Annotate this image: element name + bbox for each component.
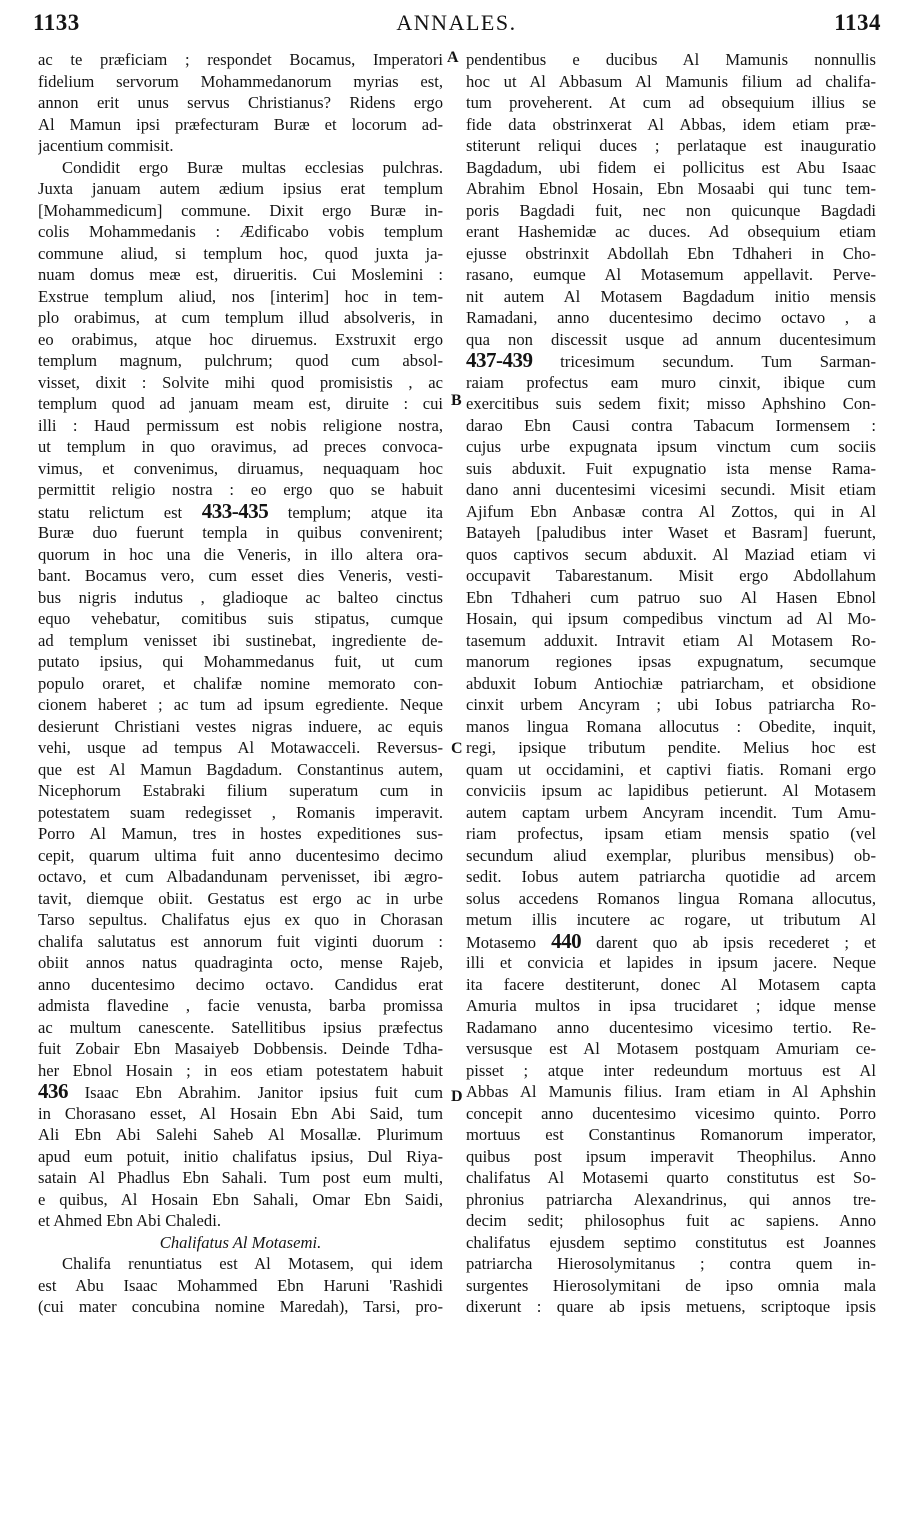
text-line: Al Mamun ipsi præfecturam Buræ et locorum ad- <box>38 114 443 134</box>
text-line: Abbas Al Mamunis filius. Iram etiam in Al Aphshin <box>466 1082 876 1101</box>
text-line: solus accedens Romanos lingua Romana allocutus, <box>466 888 876 908</box>
text-line: potestatem suam redegisset , Romanis imperavit. <box>38 802 443 822</box>
text-line: chalifa salutatus est annorum fuit viginti duorum : <box>38 931 443 951</box>
text-line: pendentibus e ducibus Al Mamunis nonnullis <box>466 50 876 69</box>
text-line: obiit annos natus quadraginta octo, mense Rajeb, <box>38 953 443 972</box>
page-reference-number: 433-435 <box>201 500 269 522</box>
text-line: raiam profectus eam muro cinxit, ibique cum <box>466 372 876 392</box>
text-line: autem captam urbem Ancyram incendit. Tum Amu- <box>466 802 876 822</box>
text-line: colis Mohammedanis : Ædificabo vobis templum <box>38 222 443 241</box>
text-line: suis abduxit. Fuit expugnatio ista mense Rama- <box>466 458 876 478</box>
text-line: surgentes Hierosolymitani de ipso omnia mala <box>466 1275 876 1295</box>
page-number-left: 1133 <box>33 10 80 35</box>
text-line: poris Bagdadi fuit, nec non quicunque Bagdadi <box>466 200 876 220</box>
text-line: populo oraret, et chalifæ nomine memorato con- <box>38 673 443 693</box>
text-line: ut templum in quo oravimus, ad preces convoca- <box>38 437 443 456</box>
text-line: metum illis incutere ac rogare, ut tributum Al <box>466 910 876 929</box>
text-line: fide data obstrinxerat Al Abbas, idem etiam præ- <box>466 114 876 134</box>
text-line: Abrahim Ebnol Hosain, Ebn Mosaabi qui tunc tem- <box>466 179 876 198</box>
line-text: statu relictum est <box>38 502 202 522</box>
text-line: fidelium servorum Mohammedanorum myrias est, <box>38 71 443 91</box>
text-line: Exstrue templum aliud, nos [interim] hoc in tem- <box>38 286 443 306</box>
margin-letter-b: B <box>451 392 462 409</box>
text-line: stiterunt reliqui duces ; perlataque est inauguratio <box>466 136 876 155</box>
text-line: est Abu Isaac Mohammed Ebn Haruni 'Rashidi <box>38 1275 443 1295</box>
text-line: putato ipsius, qui Mohammedanus fuit, ut cum <box>38 652 443 671</box>
text-line: decim sedit; philosophus fuit ac sapiens. Anno <box>466 1211 876 1230</box>
text-line: (cui mater concubina nomine Maredah), Tarsi, pro- <box>38 1297 443 1316</box>
text-line: quibus post ipsum imperavit Theophilus. Anno <box>466 1146 876 1166</box>
text-line: manorum regiones ipsas expugnatum, secumque <box>466 652 876 671</box>
text-line: her Ebnol Hosain ; in eos etiam potestatem habuit <box>38 1060 443 1080</box>
text-line: templum magnum, pulchrum; quod cum absol- <box>38 351 443 370</box>
text-line: concepit anno ducentesimo vicesimo quinto. Porro <box>466 1103 876 1123</box>
text-line: erant Hashemidæ ac duces. Ad obsequium etiam <box>466 222 876 241</box>
text-line: jacentium commisit. <box>38 136 174 155</box>
text-line: phronius patriarcha Alexandrinus, qui annos tre- <box>466 1189 876 1209</box>
text-line: dixerunt : quare ab ipsis metuens, scriptoque ipsis <box>466 1297 876 1316</box>
text-line: Ebn Tdhaheri cum patruo suo Al Hasen Ebnol <box>466 587 876 607</box>
text-line: rasano, eumque Al Motasemum appellavit. Perve- <box>466 265 876 284</box>
text-line: tavit, diemque obiit. Gestatus est ergo ac in urbe <box>38 888 443 908</box>
line-text: Motasemo <box>466 932 552 952</box>
text-line: e quibus, Al Hosain Ebn Sahali, Omar Ebn Saidi, <box>38 1189 443 1209</box>
text-line: tum proveherent. At cum ad obsequium illius se <box>466 93 876 112</box>
text-line: in Chorasano esset, Al Hosain Ebn Abi Said, tum <box>38 1103 443 1123</box>
text-line: riam profectus, ipsam etiam mensis spatio (vel <box>466 824 876 843</box>
text-line: ac te præficiam ; respondet Bocamus, Imperatori <box>38 50 443 69</box>
text-line: sedit. Iobus autem patriarcha quotidie ad arcem <box>466 867 876 886</box>
text-line: Bagdadum, ubi fidem ei pollicitus est Abu Isaac <box>466 157 876 177</box>
margin-letter-d: D <box>451 1088 463 1105</box>
line-text: tricesimum secundum. Tum Sarman- <box>532 352 876 371</box>
text-line <box>466 350 876 372</box>
text-line: illi : Haud permissum est nobis religione nostra, <box>38 415 443 435</box>
right-column <box>466 49 876 1318</box>
text-line: cujus urbe expugnata ipsum vinctum cum sociis <box>466 437 876 456</box>
text-line: Ali Ebn Abi Salehi Saheb Al Mosallæ. Plurimum <box>38 1125 443 1144</box>
text-line: patriarcha Hierosolymitanus ; contra quem in- <box>466 1254 876 1273</box>
text-line: versusque est Al Motasem postquam Amuriam ce- <box>466 1039 876 1058</box>
text-line: [Mohammedicum] commune. Dixit ergo Buræ in- <box>38 200 443 220</box>
page-reference-number: 440 <box>551 930 582 952</box>
text-line: exercitibus suis sedem fixit; misso Aphshino Con- <box>466 394 876 413</box>
text-line: secundum aliud exemplar, pluribus mensibus) ob- <box>466 845 876 865</box>
line-text: Isaac Ebn Abrahim. Janitor ipsius fuit cum <box>68 1083 443 1102</box>
text-line: regi, ipsique tributum pendite. Melius hoc est <box>466 738 876 757</box>
text-line: Condidit ergo Buræ multas ecclesias pulchras. <box>62 157 443 177</box>
text-line: ejusse obstrinxit Abdollah Ebn Tdhaheri in Cho- <box>466 243 876 263</box>
text-line: Buræ duo fuerunt templa in quibus convenirent; <box>38 523 443 542</box>
text-line: hoc ut Al Abbasum Al Mamunis filium ad chalifa- <box>466 71 876 91</box>
running-head: ANNALES. <box>396 10 517 35</box>
text-line: ac multum canescente. Satellitibus ipsius præfectus <box>38 1017 443 1037</box>
text-line: abduxit Iobum Antiochiæ patriarcham, et obsidione <box>466 673 876 693</box>
text-line: nit autem Al Motasem Bagdadum initio mensis <box>466 286 876 306</box>
text-line: cionem haberet ; ac tum ad ipsum egrediente. Neque <box>38 695 443 714</box>
text-line: plo orabimus, at cum templum illud absolveris, in <box>38 308 443 327</box>
text-line: Ramadani, anno ducentesimo decimo octavo , a <box>466 308 876 327</box>
text-line: vimus, et convenimus, diruamus, nequaquam hoc <box>38 458 443 478</box>
text-line: templum quod ad januam meam est, diruite : cui <box>38 394 443 413</box>
line-text: templum; atque ita <box>268 502 443 522</box>
text-line: ita facere destiterunt, donec Al Motasem capta <box>466 974 876 994</box>
text-line: apud eum potuit, initio chalifatus ipsius, Dul Riya- <box>38 1146 443 1166</box>
text-line: chalifatus Al Motasemi quarto constitutus est So- <box>466 1168 876 1187</box>
text-line: bus nigris indutus , gladioque ac balteo cinctus <box>38 587 443 607</box>
text-line <box>466 931 876 953</box>
text-line: cepit, quarum ultima fuit anno ducentesimo decimo <box>38 845 443 865</box>
text-line: manos lingua Romana allocutus : Obedite, inquit, <box>466 716 876 736</box>
text-line: illi et convicia et lapides in ipsum jacere. Neque <box>466 953 876 972</box>
text-line: mortuus est Constantinus Romanorum imperator, <box>466 1125 876 1144</box>
text-line: Hosain, qui ipsum compedibus vinctum ad Al Mo- <box>466 609 876 628</box>
text-line: Porro Al Mamun, tres in hostes expeditiones sus- <box>38 824 443 843</box>
text-line: octavo, et cum Albadandunam pervenisset, ibi ægro- <box>38 867 443 886</box>
page-reference-number: 436 <box>38 1081 68 1103</box>
page-number-right: 1134 <box>834 10 881 35</box>
section-heading: Chalifatus Al Motasemi. <box>159 1232 322 1252</box>
text-line: satain Al Phadlus Ebn Sahali. Tum post eum multi, <box>38 1168 443 1187</box>
text-line: Amuria multos in ipsa trucidaret ; idque mense <box>466 996 876 1015</box>
text-line: dano anni ducentesimi vicesimi secundi. Misit etiam <box>466 480 876 499</box>
text-line: quorum in hoc una die Veneris, in illo altera ora- <box>38 544 443 564</box>
text-line: vehi, usque ad tempus Al Motawacceli. Reversus- <box>38 738 443 757</box>
text-line: bant. Bocamus vero, cum esset dies Veneris, vesti- <box>38 566 443 585</box>
text-line: admista flavedine , facie venusta, barba promissa <box>38 996 443 1015</box>
page-reference-number: 437-439 <box>466 350 533 372</box>
text-line: Nicephorum Estabraki filium superatum cum in <box>38 781 443 800</box>
text-line: anno ducentesimo decimo octavo. Candidus erat <box>38 974 443 994</box>
text-line: Radamano anno ducentesimo vicesimo tertio. Re- <box>466 1017 876 1037</box>
text-line: cinxit urbem Ancyram ; ubi Iobus patriarcha Ro- <box>466 695 876 714</box>
text-line: Chalifa renuntiatus est Al Motasem, qui idem <box>62 1254 443 1273</box>
text-line: tasemum adduxit. Intravit etiam Al Motasem Ro- <box>466 630 876 650</box>
text-line: Juxta januam autem ædium ipsius erat templum <box>38 179 443 198</box>
text-line: darao Ebn Causi contra Tabacum Iormensem : <box>466 415 876 435</box>
text-line: occupavit Tabarestanum. Misit ergo Abdollahum <box>466 566 876 585</box>
text-line: chalifatus ejusdem septimo constitutus est Joannes <box>466 1232 876 1252</box>
text-line: permittit religio nostra : eo ergo quo se habuit <box>38 480 443 499</box>
text-line: fuit Zobair Ebn Masaiyeb Dobbensis. Deinde Tdha- <box>38 1039 443 1058</box>
text-line: Tarso sepultus. Chalifatus ejus ex quo in Chorasan <box>38 910 443 929</box>
text-line: eo orabimus, atque hoc diruemus. Exstruxit ergo <box>38 329 443 349</box>
margin-letter-c: C <box>451 740 463 757</box>
text-line: annon erit unus servus Christianus? Ridens ergo <box>38 93 443 112</box>
text-line: commune aliud, si templum hoc, quod juxta ja- <box>38 243 443 263</box>
text-line: desierunt Christiani vestes nigras induere, ac equis <box>38 716 443 736</box>
text-line <box>38 1081 443 1103</box>
text-line: que est Al Mamun Bagdadum. Constantinus autem, <box>38 759 443 779</box>
text-line: Ajifum Ebn Anbasæ contra Al Zottos, qui in Al <box>466 501 876 521</box>
text-line: pisset ; atque inter redeundum mortuus est Al <box>466 1060 876 1080</box>
text-line: Batayeh [paludibus inter Waset et Basram] fuerunt, <box>466 523 876 542</box>
text-line: ad templum venisset ibi sustinebat, ingrediente de- <box>38 630 443 650</box>
text-line: nuam domus meæ est, dirueritis. Cui Moslemini : <box>38 265 443 284</box>
text-line: quam ut occidamini, et captivi fiatis. Romani ergo <box>466 759 876 779</box>
margin-letter-a: A <box>447 49 459 66</box>
line-text: darent quo ab ipsis recederet ; et <box>581 932 876 952</box>
left-column <box>38 49 443 1318</box>
text-line: equo vehebatur, comitibus suis stipatus, cumque <box>38 609 443 628</box>
text-line: qua non discessit usque ad annum ducentesimum <box>466 329 876 349</box>
text-line: visset, dixit : Solvite mihi quod promisistis , ac <box>38 372 443 392</box>
text-line: conviciis ipsum ac lapidibus petierunt. Al Motasem <box>466 781 876 800</box>
text-line: quos captivos secum abduxit. Al Maziad etiam vi <box>466 544 876 564</box>
text-line <box>38 501 443 523</box>
text-line: et Ahmed Ebn Abi Chaledi. <box>38 1211 221 1230</box>
